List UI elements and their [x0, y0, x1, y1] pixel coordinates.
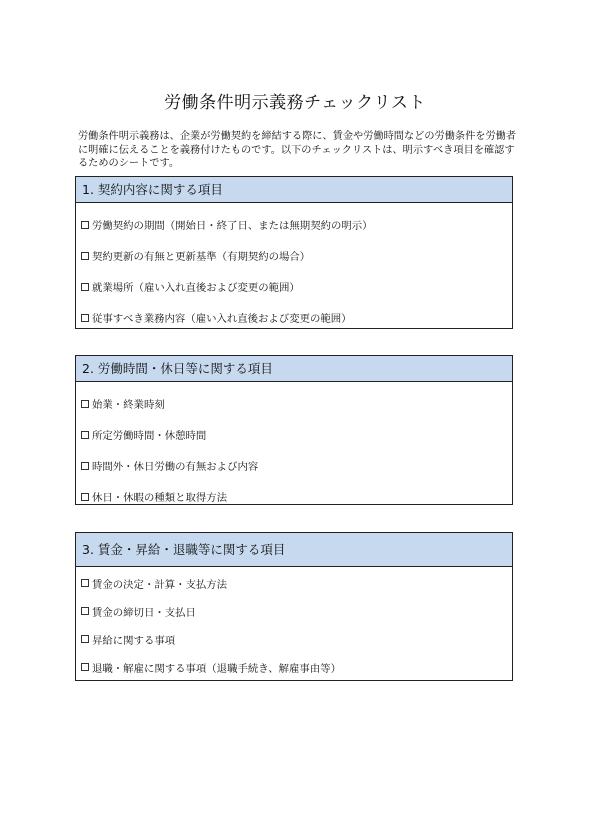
- checkbox-icon[interactable]: [81, 663, 89, 671]
- item-label: 賃金の締切日・支払日: [92, 606, 196, 619]
- checkbox-icon[interactable]: [81, 283, 89, 291]
- item-label: 昇給に関する事項: [92, 634, 176, 647]
- section-heading: 3. 賃金・昇給・退職等に関する項目: [76, 533, 512, 567]
- checklist-item[interactable]: [76, 450, 512, 481]
- checklist-item[interactable]: [76, 653, 512, 681]
- checklist-item[interactable]: [76, 481, 512, 512]
- item-label: 休日・休暇の種類と取得方法: [92, 492, 228, 504]
- checkbox-icon[interactable]: [81, 314, 89, 322]
- section-body: [76, 567, 512, 681]
- checkbox-icon[interactable]: [81, 462, 89, 470]
- checklist-item[interactable]: [76, 240, 512, 271]
- checkbox-icon[interactable]: [81, 221, 89, 229]
- checklist-item[interactable]: [76, 597, 512, 625]
- checklist-item[interactable]: [76, 302, 512, 333]
- checkbox-icon[interactable]: [81, 252, 89, 260]
- item-label: 賃金の決定・計算・支払方法: [92, 578, 228, 591]
- item-label: 所定労働時間・休憩時間: [92, 430, 207, 442]
- checklist-item[interactable]: [76, 271, 512, 302]
- checkbox-icon[interactable]: [81, 493, 89, 501]
- section-body: [76, 382, 512, 512]
- item-label: 退職・解雇に関する事項（退職手続き、解雇事由等）: [92, 662, 341, 675]
- checklist-item[interactable]: [76, 388, 512, 419]
- checklist-item[interactable]: [76, 209, 512, 240]
- item-label: 労働契約の期間（開始日・終了日、または無期契約の明示）: [92, 220, 373, 232]
- section-wages: [75, 532, 513, 681]
- section-heading: 1. 契約内容に関する項目: [76, 177, 512, 203]
- page-title: 労働条件明示義務チェックリスト: [164, 93, 426, 113]
- item-label: 従事すべき業務内容（雇い入れ直後および変更の範囲）: [92, 313, 352, 325]
- item-label: 就業場所（雇い入れ直後および変更の範囲）: [92, 282, 300, 294]
- checklist-item[interactable]: [76, 569, 512, 597]
- item-label: 時間外・休日労働の有無および内容: [92, 461, 259, 473]
- section-body: [76, 203, 512, 333]
- intro-paragraph: 労働条件明示義務は、企業が労働契約を締結する際に、賃金や労働時間などの労働条件を労働者に明確に伝えることを義務付けたものです。以下のチェックリストは、明示すべき項目を確認するためのシートです。: [78, 131, 517, 169]
- section-heading: 2. 労働時間・休日等に関する項目: [76, 356, 512, 382]
- section-contract: [75, 176, 513, 329]
- checkbox-icon[interactable]: [81, 635, 89, 643]
- checkbox-icon[interactable]: [81, 579, 89, 587]
- checklist-item[interactable]: [76, 419, 512, 450]
- checkbox-icon[interactable]: [81, 431, 89, 439]
- section-working-hours: [75, 355, 513, 505]
- checkbox-icon[interactable]: [81, 400, 89, 408]
- item-label: 契約更新の有無と更新基準（有期契約の場合）: [92, 251, 311, 263]
- checklist-item[interactable]: [76, 625, 512, 653]
- checkbox-icon[interactable]: [81, 607, 89, 615]
- item-label: 始業・終業時刻: [92, 399, 165, 411]
